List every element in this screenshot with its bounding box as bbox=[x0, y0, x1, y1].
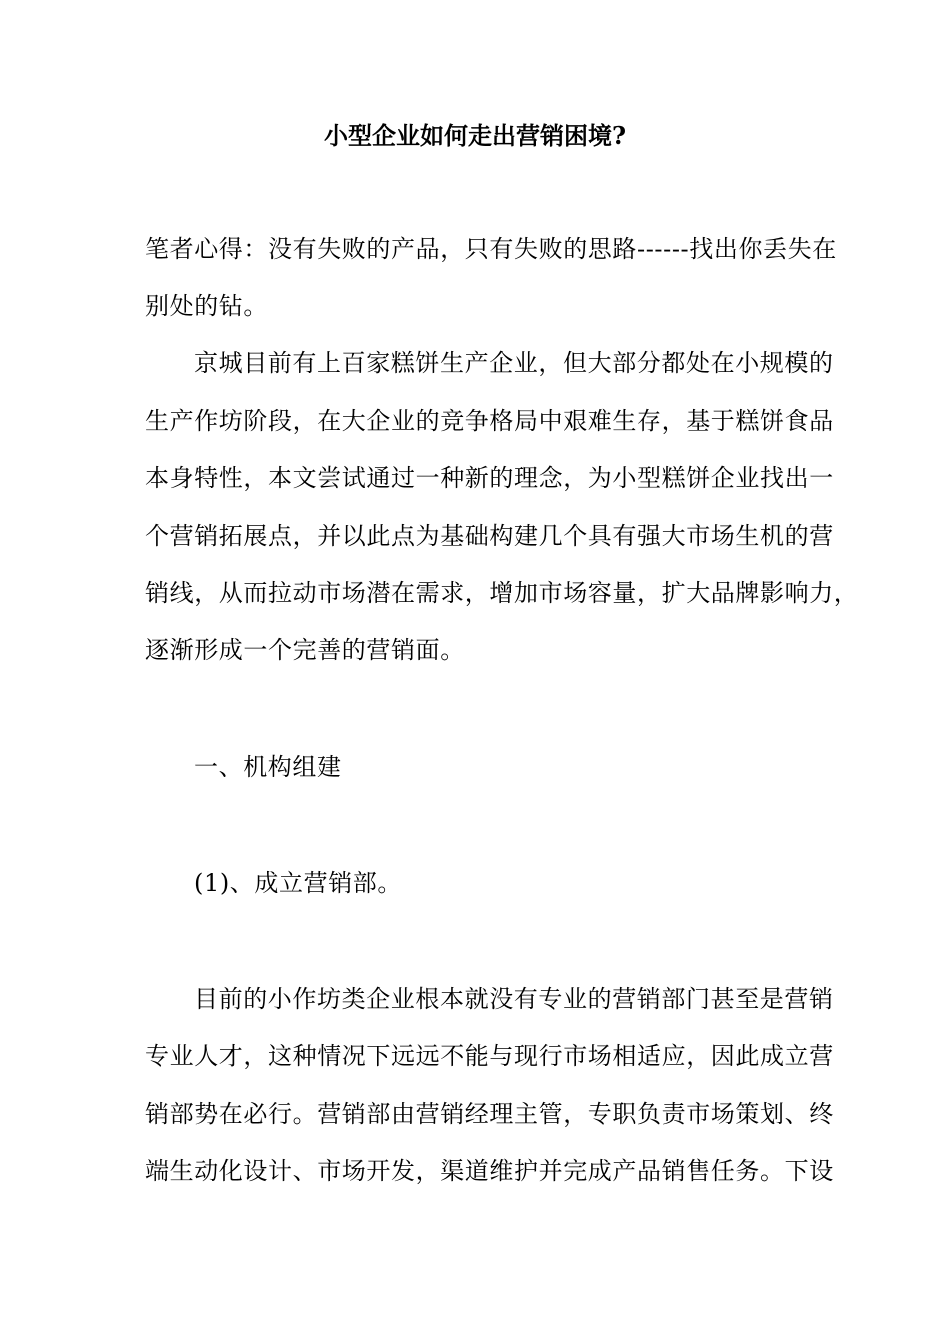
paragraph-line: 生产作坊阶段，在大企业的竞争格局中艰难生存，基于糕饼食品 bbox=[145, 407, 834, 435]
paragraph-line: 销部势在必行。营销部由营销经理主管，专职负责市场策划、终 bbox=[145, 1100, 834, 1128]
paragraph-line: 端生动化设计、市场开发，渠道维护并完成产品销售任务。下设 bbox=[145, 1157, 834, 1185]
paragraph-line: 专业人才，这种情况下远远不能与现行市场相适应，因此成立营 bbox=[145, 1042, 834, 1070]
section-heading: 一、机构组建 bbox=[194, 753, 342, 781]
document-title: 小型企业如何走出营销困境? bbox=[323, 121, 627, 150]
paragraph-line: 销线，从而拉动市场潜在需求，增加市场容量，扩大品牌影响力， bbox=[145, 579, 859, 607]
paragraph-line: 目前的小作坊类企业根本就没有专业的营销部门甚至是营销 bbox=[194, 985, 834, 1013]
paragraph-line: 个营销拓展点，并以此点为基础构建几个具有强大市场生机的营 bbox=[145, 522, 834, 550]
subsection-heading: (1)、成立营销部。 bbox=[194, 869, 402, 897]
paragraph-line: 本身特性，本文尝试通过一种新的理念，为小型糕饼企业找出一 bbox=[145, 464, 834, 492]
intro-line: 别处的钻。 bbox=[145, 292, 268, 320]
intro-line: 笔者心得：没有失败的产品，只有失败的思路------找出你丢失在 bbox=[145, 235, 837, 263]
paragraph-line: 京城目前有上百家糕饼生产企业，但大部分都处在小规模的 bbox=[194, 349, 834, 377]
paragraph-line: 逐渐形成一个完善的营销面。 bbox=[145, 636, 465, 664]
